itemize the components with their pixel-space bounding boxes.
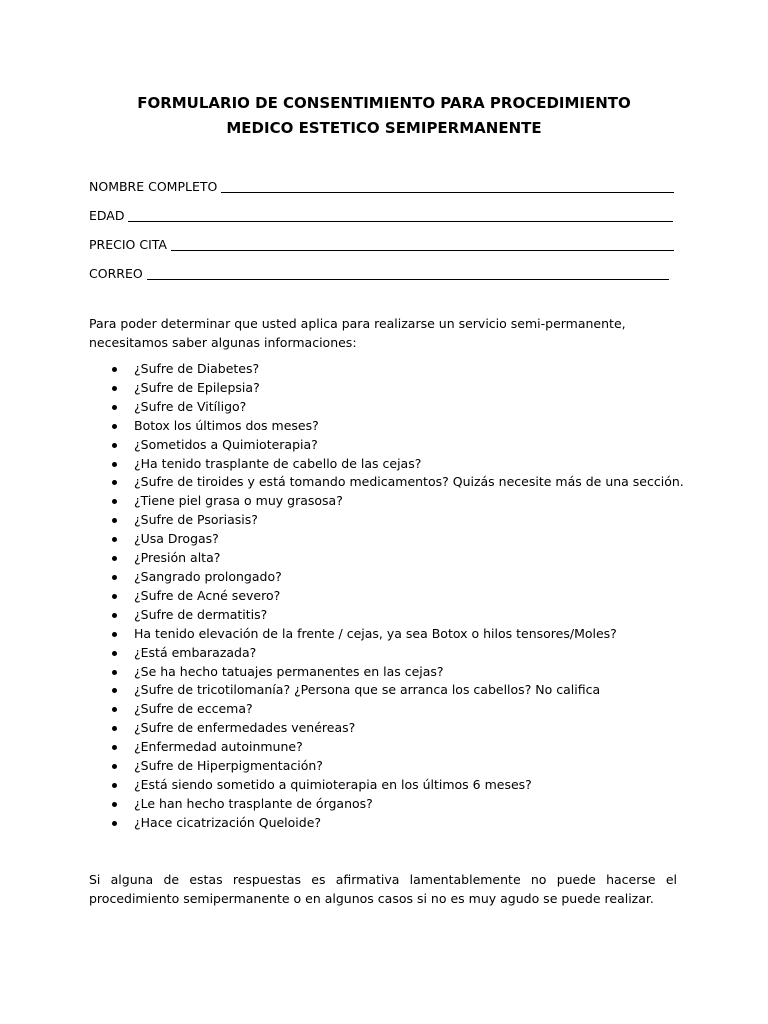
field-correo (89, 264, 669, 284)
field-edad (89, 206, 673, 226)
list-item (89, 776, 709, 795)
list-item (89, 492, 709, 511)
bullet-icon (112, 745, 117, 750)
list-item (89, 738, 709, 757)
question-text: ¿Está embarazada? (134, 644, 257, 660)
fill-in-line (147, 265, 669, 280)
bullet-icon (112, 613, 117, 618)
document-title (60, 91, 708, 141)
bullet-icon (112, 821, 117, 826)
question-list (89, 360, 709, 833)
question-text: ¿Enfermedad autoinmune? (134, 739, 303, 755)
bullet-icon (112, 386, 117, 391)
question-text: ¿Sufre de Diabetes? (134, 361, 260, 376)
bullet-icon (112, 575, 117, 580)
intro-paragraph (89, 314, 689, 352)
question-text: ¿Sufre de Vitíligo? (134, 398, 247, 414)
bullet-icon (112, 499, 117, 504)
bullet-icon (112, 462, 117, 467)
list-item (89, 587, 709, 606)
question-text: ¿Hace cicatrización Queloide? (134, 814, 322, 830)
list-item (89, 719, 709, 738)
list-item (89, 549, 709, 568)
question-text: ¿Presión alta? (134, 550, 221, 566)
list-item (89, 379, 709, 398)
list-item (89, 417, 709, 436)
list-item (89, 360, 709, 379)
question-text: ¿Sufre de Acné severo? (134, 587, 281, 603)
bullet-icon (112, 480, 117, 485)
bullet-icon (112, 405, 117, 410)
list-item (89, 644, 709, 663)
bullet-icon (112, 764, 117, 769)
field-nombre-completo (89, 177, 674, 197)
field-label: NOMBRE COMPLETO (89, 179, 218, 194)
list-item (89, 455, 709, 474)
title-line-2: MEDICO ESTETICO SEMIPERMANENTE (226, 119, 542, 137)
closing-paragraph: Si alguna de estas respuestas es afirmativa lamentablemente no puede hacerse el procedimiento semipermanente o en algunos casos si no es muy agudo se puede realizar. (89, 872, 677, 906)
bullet-icon (112, 537, 117, 542)
question-text: ¿Sufre de enfermedades venéreas? (134, 720, 356, 736)
question-text: ¿Sufre de dermatitis? (134, 606, 268, 622)
bullet-icon (112, 424, 117, 429)
question-text: Botox los últimos dos meses? (134, 417, 319, 433)
bullet-icon (112, 632, 117, 637)
fill-in-line (128, 207, 673, 222)
list-item (89, 681, 709, 700)
list-item (89, 757, 709, 776)
field-precio-cita (89, 235, 674, 255)
list-item (89, 511, 709, 530)
field-label: PRECIO CITA (89, 237, 167, 252)
intro-line-2: necesitamos saber algunas informaciones: (89, 335, 357, 350)
question-text: Ha tenido elevación de la frente / cejas, ya sea Botox o hilos tensores/Moles? (134, 625, 617, 641)
question-text: ¿Le han hecho trasplante de órganos? (134, 795, 373, 811)
question-text: ¿Sufre de tiroides y está tomando medicamentos? Quizás necesite más de una sección. (134, 474, 684, 490)
question-text: ¿Se ha hecho tatuajes permanentes en las cejas? (134, 663, 444, 679)
intro-line-1: Para poder determinar que usted aplica para realizarse un servicio semi-permanente, (89, 316, 626, 331)
list-item (89, 795, 709, 814)
question-text: ¿Usa Drogas? (134, 531, 219, 547)
list-item (89, 473, 709, 492)
question-text: ¿Sufre de Hiperpigmentación? (134, 758, 323, 774)
field-label: EDAD (89, 208, 125, 223)
bullet-icon (112, 688, 117, 693)
question-text: ¿Sufre de Epilepsia? (134, 379, 260, 395)
bullet-icon (112, 367, 117, 372)
title-line-1: FORMULARIO DE CONSENTIMIENTO PARA PROCEDIMIENTO (137, 94, 631, 112)
bullet-icon (112, 556, 117, 561)
list-item (89, 606, 709, 625)
bullet-icon (112, 518, 117, 523)
list-item (89, 700, 709, 719)
bullet-icon (112, 651, 117, 656)
fill-in-line (171, 236, 674, 251)
list-item (89, 530, 709, 549)
list-item (89, 436, 709, 455)
bullet-icon (112, 707, 117, 712)
question-text: ¿Ha tenido trasplante de cabello de las cejas? (134, 455, 422, 471)
question-text: ¿Sufre de eccema? (134, 701, 253, 717)
question-text: ¿Sufre de Psoriasis? (134, 512, 258, 528)
bullet-icon (112, 443, 117, 448)
question-text: ¿Está siendo sometido a quimioterapia en los últimos 6 meses? (134, 776, 532, 792)
bullet-icon (112, 670, 117, 675)
bullet-icon (112, 594, 117, 599)
question-text: ¿Sangrado prolongado? (134, 568, 282, 584)
bullet-icon (112, 802, 117, 807)
bullet-icon (112, 726, 117, 731)
list-item (89, 625, 709, 644)
field-label: CORREO (89, 266, 143, 281)
question-text: ¿Sometidos a Quimioterapia? (134, 436, 318, 452)
list-item (89, 398, 709, 417)
bullet-icon (112, 783, 117, 788)
list-item (89, 814, 709, 833)
list-item (89, 568, 709, 587)
fill-in-line (221, 178, 674, 193)
list-item (89, 663, 709, 682)
question-text: ¿Sufre de tricotilomanía? ¿Persona que se arranca los cabellos? No califica (134, 682, 601, 698)
question-text: ¿Tiene piel grasa o muy grasosa? (134, 493, 343, 509)
